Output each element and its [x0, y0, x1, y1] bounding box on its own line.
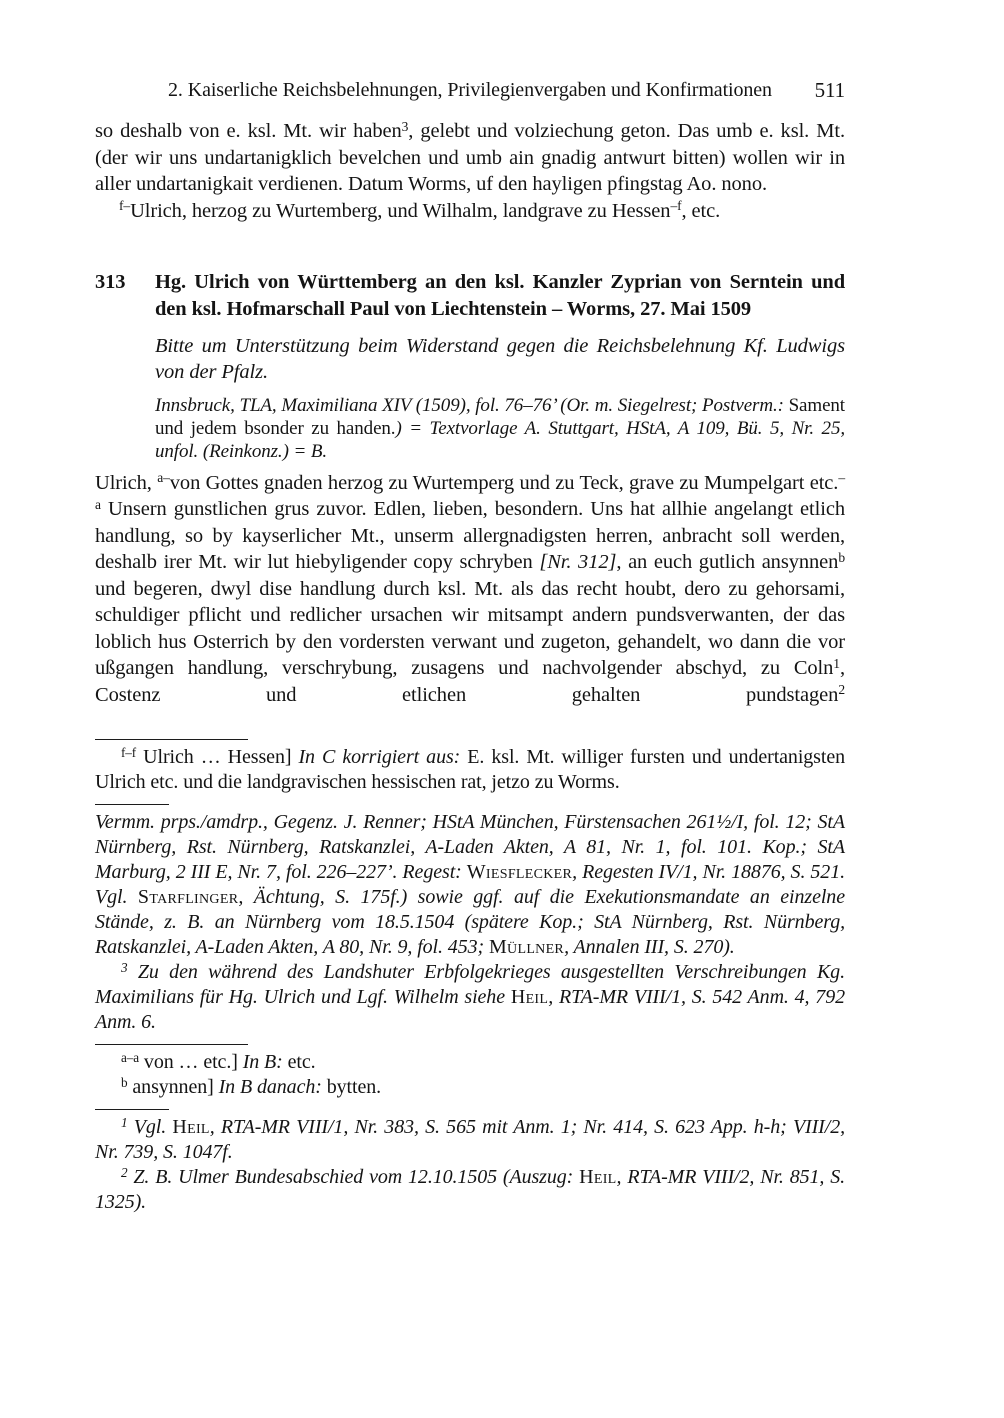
- text-segment: Heil: [172, 1116, 210, 1138]
- text-segment: ) = Textvorlage A. Stuttgart, HStA, A 109, Bü. 5, Nr. 25, unfol. (Reinkonz.) = B.: [155, 417, 845, 462]
- text-segment: Zu den während des Landshuter Erbfolgekrieges ausgestellten Verschreibungen Kg. Maximilians für Hg. Ulrich und Lgf. Wilhelm siehe: [95, 961, 845, 1008]
- text-segment: Heil: [510, 986, 549, 1008]
- text-segment: Heil: [579, 1166, 617, 1188]
- text-segment: , Regesten IV/1, Nr. 18876, S. 521. Vgl.: [95, 861, 845, 908]
- text-segment: Müllner: [488, 936, 565, 958]
- text-segment: Wiesflecker: [466, 861, 573, 883]
- text-segment: , RTA-MR VIII/1, Nr. 383, S. 565 mit Anm. 1; Nr. 414, S. 623 App. h-h; VIII/2, Nr. 739, S. 1047f.: [95, 1116, 845, 1163]
- text-segment: bytten.: [321, 1076, 382, 1098]
- text-segment: Ulrich, herzog zu Wurtemberg, und Wilhalm, landgrave zu Hessen: [130, 199, 671, 222]
- text-segment: 1: [121, 1115, 128, 1131]
- text-segment: , RTA-MR VIII/1, S. 542 Anm. 4, 792 Anm. 6.: [95, 986, 845, 1033]
- text-segment: In B danach:: [218, 1076, 322, 1098]
- text-segment: von … etc.]: [139, 1051, 243, 1073]
- entry-title: Hg. Ulrich von Württemberg an den ksl. Kanzler Zyprian von Serntein und den ksl. Hofmarschall Paul von Liechtenstein – Worms, 27. Mai 1509: [155, 270, 845, 320]
- text-segment: 2: [838, 682, 845, 698]
- page-number: 511: [814, 78, 845, 102]
- text-segment: , etc.: [681, 199, 721, 222]
- text-segment: Sament und jedem bsonder zu handen.: [155, 394, 845, 439]
- text-segment: , Ächtung, S. 175f.) sowie ggf. auf die Exekutionsmandate an einzelne Stände, z. B. an Nürnberg vom 18.5.1504 (spätere Kop.; StA Nürnberg, Rst. Nürnberg, Ratskanzlei, A-Laden Akten, A 80, Nr. 9, fol. 453;: [95, 886, 845, 958]
- text-segment: Vgl.: [127, 1116, 173, 1138]
- text-segment: 3: [401, 118, 409, 134]
- text-segment: Unsern gunstlichen grus zuvor. Edlen, lieben, besondern. Uns hat allhie angelangt etlich handlung, so by kayserlicher Mt., unserm allergnadigsten herren, anbracht soll werden, deshalb irer Mt. wir lut hiebyligender copy schryben: [95, 498, 845, 573]
- apparatus-note-aa: [95, 1050, 845, 1075]
- signature-line: [95, 198, 845, 225]
- text-segment: Ulrich … Hessen]: [136, 746, 299, 768]
- apparatus-separator-rule: [95, 739, 248, 740]
- text-segment: , Costenz und etlichen gehalten pundstagen: [95, 657, 845, 706]
- source-note: [155, 394, 845, 463]
- text-segment: , RTA-MR VIII/2, Nr. 851, S. 1325).: [95, 1166, 845, 1213]
- apparatus-note-ff: [95, 745, 845, 795]
- entry-number: 313: [95, 270, 126, 293]
- text-segment: etc.: [282, 1051, 316, 1073]
- entry-heading: [95, 269, 845, 323]
- text-segment: Ulrich,: [95, 471, 158, 494]
- entry-body-text: [95, 470, 845, 709]
- commentary-separator-rule-2: [95, 1109, 169, 1110]
- text-segment: f–f: [121, 745, 137, 761]
- text-segment: so deshalb von e. ksl. Mt. wir haben: [95, 120, 402, 142]
- text-segment: Z. B. Ulmer Bundesabschied vom 12.10.1505 (Auszug:: [127, 1166, 580, 1188]
- text-segment: , Annalen III, S. 270).: [564, 936, 735, 958]
- text-column: [95, 78, 845, 1215]
- text-segment: ansynnen]: [127, 1076, 219, 1098]
- running-header: [95, 78, 845, 102]
- text-segment: –a: [95, 470, 845, 512]
- running-header-title: 2. Kaiserliche Reichsbelehnungen, Privilegienvergaben und Konfirmationen: [168, 79, 772, 101]
- text-segment: b: [121, 1075, 128, 1091]
- text-segment: In B:: [242, 1051, 283, 1073]
- text-segment: , gelebt und volziechung geton. Das umb e. ksl. Mt. (der wir uns undartanigklich bevelchen und umb ain gnadig antwurt bitten) wollen wir in aller undartanigkait verdienen. Datum Worms, uf den hayligen pfingstag Ao. nono.: [95, 120, 845, 195]
- entry-summary: Bitte um Unterstützung beim Widerstand gegen die Reichsbelehnung Kf. Ludwigs von der Pfalz.: [155, 334, 845, 383]
- text-segment: E. ksl. Mt. williger fursten und undertanigsten Ulrich etc. und die landgravischen hessischen rat, jetzo zu Worms.: [95, 746, 845, 793]
- apparatus-separator-rule-2: [95, 1044, 248, 1045]
- footnote-1: [95, 1115, 845, 1165]
- text-segment: 1: [833, 655, 840, 671]
- apparatus-note-b: [95, 1075, 845, 1100]
- spacer: [95, 1035, 845, 1044]
- footnote-3: [95, 960, 845, 1035]
- footnote-2: [95, 1165, 845, 1215]
- text-segment: Innsbruck, TLA, Maximiliana XIV (1509), fol. 76–76’ (Or. m. Siegelrest; Postverm.:: [155, 394, 789, 416]
- text-segment: a–: [157, 470, 170, 486]
- text-segment: –f: [670, 198, 682, 214]
- text-segment: [Nr. 312]: [539, 551, 617, 573]
- text-segment: 2: [121, 1165, 128, 1181]
- text-segment: Vermm. prps./amdrp., Gegenz. J. Renner; HStA München, Fürstensachen 261½/I, fol. 12; StA Nürnberg, Rst. Nürnberg, Ratskanzlei, A-Laden Akten, A 81, Nr. 1, fol. 101. Kop.; StA Marburg, 2 III E, Nr. 7, fol. 226–227’. Regest:: [95, 811, 845, 883]
- commentary-separator-rule: [95, 804, 169, 805]
- text-segment: und begeren, dwyl dise handlung durch ksl. Mt. als das recht houbt, dero zu gehorsami, schuldiger pflicht und redlicher ursachen wir mitsampt andern pundsverwanten, der das loblich hus Osterrich by den vordersten verwant und zugeton, gehandelt, wo dann die vor ußgangen handlung, verschrybung, zusagens und nachvolgender abschyd, zu Coln: [95, 577, 845, 679]
- text-segment: a–a: [121, 1050, 140, 1066]
- text-segment: von Gottes gnaden herzog zu Wurtemperg und zu Teck, grave zu Mumpelgart etc.: [169, 471, 839, 494]
- text-segment: , an euch gutlich ansynnen: [616, 551, 839, 573]
- text-segment: In C korrigiert aus:: [298, 746, 461, 768]
- continuation-paragraph: [95, 118, 845, 198]
- commentary-vermerke: [95, 810, 845, 960]
- text-segment: f–: [119, 198, 131, 214]
- text-segment: 3: [121, 960, 128, 976]
- text-segment: b: [838, 549, 845, 565]
- text-segment: Starflinger: [137, 886, 239, 908]
